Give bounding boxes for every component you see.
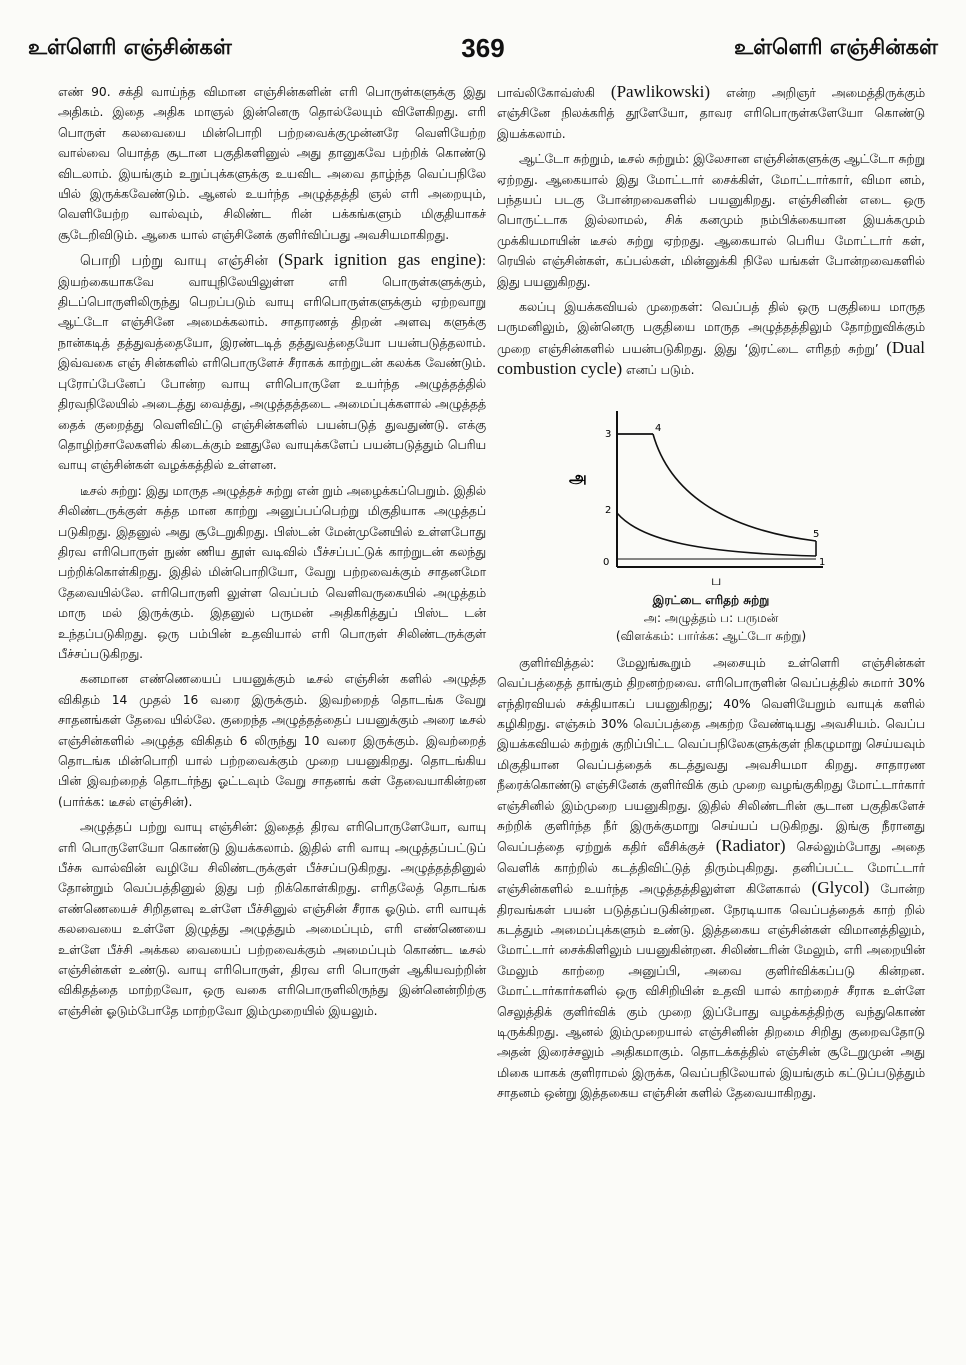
caption-reference: (விளக்கம்: பார்க்க: ஆட்டோ சுற்று) bbox=[615, 628, 807, 643]
point-label: 2 bbox=[605, 504, 612, 516]
point-label: 3 bbox=[605, 428, 612, 440]
caption-title: இரட்டை எரிதற் சுற்று bbox=[652, 592, 770, 607]
latin-term: (Radiator) bbox=[715, 836, 786, 856]
paragraph-body: : இயற்கையாகவே வாயுநிலேயிலுள்ள எரி பொருள்களுக்கும், திடப்பொருளிலிருந்து பெறப்படும் வாயு எரிபொருள்களுக்கும் ஏற்றவாறு ஆட்டோ எஞ்சினே அமைக்கலாம். சாதாரணத் திறன் அளவு களுக்கு நான்கடித் தத்துவத்தையோ, இரண்டடித் தத்துவத்தையோ பயன்படுத்தலாம். இவ்வகை எஞ் சின்களில் எரிபொருளேச் சீராகக் காற்றுடன் கலக்க வேண்டும். புரோப்பேனேப் போன்ற வாயு எரிபொருளே உயர்ந்த அழுத்தத்தில் திரவநிலேயில் அடைத்து வைத்து, அழுத்தத்தடை அமைப்புக்களால் அழுத்தத் தைக் குறைத்து வெளிவிட்டு எஞ்சின்களில் பயன்படுத் துவதுண்டு. எக்கு தொழிற்சாலேகளில் கிடைக்கும் ஊதுலே வாயுக்களேப் பயன்படுத்தும் பெரிய வாயு எஞ்சின்கள் வழக்கத்தில் உள்ளன. bbox=[58, 254, 486, 473]
pv-diagram bbox=[561, 401, 861, 591]
text-run: என்ற அறிஞர் அமைத்திருக்கும் எஞ்சினே நிலக்கரித் தூளேயோ, தாவர எரிபொருள்களேயோ கொண்டு இயக்கலாம். bbox=[497, 86, 925, 141]
point-label: 0 bbox=[603, 556, 610, 568]
latin-term: (Glycol) bbox=[811, 878, 870, 898]
text-run: போன்ற திரவங்கள் பயன் படுத்தப்படுகின்றன. நேரடியாக வெப்பத்தைக் காற் றில் கடத்தும் அமைப்புக்களும் உண்டு. இத்தகைய எஞ்சின்கள் விமானத்திலும், மோட்டார் சைக்கிளிலும் பயனுகின்றன. சிலிண்டரின் மேலும், எரி அறையின் மேலும் காற்றை அனுப்பி, அவை குளிர்விக்கப்படு கின்றன. மோட்டார்கார்களில் ஒரு விசிறியின் உதவி யால் காற்றைச் சீராக உள்ளே செலுத்திக் குளிர்விக் கும் முறை இப்போது வழக்கத்திற்கு வந்துகொண் டிருக்கிறது. ஆனல் இம்முறையால் எஞ்சினின் திறமை சிறிது குறைவதோடு அதன் இரைச்சலும் அதிகமாகும். தொடக்கத்தில் எஞ்சின் சூடேறுமுன் அது மிகை யாகக் குளிராமல் இருக்க, வெப்பநிலேயால் இயங்கும் கட்டுப்படுத்தும் சாதனம் ஒன்று இத்தகைய எஞ்சின் களில் தேவையாகிறது. bbox=[497, 882, 925, 1101]
paragraph-spark-ignition bbox=[58, 250, 486, 475]
page-header bbox=[28, 30, 938, 66]
paragraph-otto-diesel: ஆட்டோ சுற்றும், டீசல் சுற்றும்: இலேசான எஞ்சின்களுக்கு ஆட்டோ சுற்று ஏற்றது. ஆகையால் இது மோட்டார் சைக்கிள், மோட்டார்கார், விமா னம், பந்தயப் படகு போன்றவைகளில் பயனுகிறது. எஞ்சினின் எடை ஒரு பொருட்டாக இல்லாமல், சிக் கனமும் நம்பிக்கையான இயக்கமும் முக்கியமாயின் டீசல் சுற்று ஏற்றது. ஆகையால் பெரிய மோட்டார் கள், ரெயில் எஞ்சின்கள், கப்பல்கள், மின்னுக்கி நிலே யங்கள் போன்றவைகளில் இது பயனுகிறது. bbox=[497, 152, 925, 289]
paragraph: கனமான எண்ணெயைப் பயனுக்கும் டீசல் எஞ்சின் களில் அழுத்த விகிதம் 14 முதல் 16 வரை இருக்கும். இவற்றைத் தொடங்க வேறு சாதனங்கள் தேவை யில்லே. குறைந்த அழுத்தத்தைப் பயனுக்கும் அரை டீசல் எஞ்சின்களில் அழுத்த விகிதம் 6 லிருந்து 10 வரை இருக்கும். இவற்றைத் தொடங்க மின்பொறி யால் பற்றவைக்கும் முறை பயனுகிறது. தொடங்கிய பின் இவற்றைத் தொடர்ந்து ஓட்டவும் வேறு சாதனங் கள் தேவையாகின்றன (பார்க்க: டீசல் எஞ்சின்). bbox=[58, 672, 486, 809]
paragraph-diesel-cycle: டீசல் சுற்று: இது மாருத அழுத்தச் சுற்று என் றும் அழைக்கப்பெறும். இதில் சிலிண்டருக்குள் சுத்த மான காற்று அனுப்பப்பெற்று மிகுதியாக அழுத்தப் படுகிறது. இதனுல் அது சூடேறுகிறது. பிஸ்டன் மேன்முனேயில் உள்ளபோது திரவ எரிபொருள் நுண் ணிய தூள் வடிவில் பீச்சப்பட்டுக் காற்றுடன் கலந்து பற்றிக்கொள்கிறது. இதில் மின்பொறியோ, வேறு பற்றவைக்கும் சாதனமோ தேவையில்லே. எரிபொருளி லுள்ள வெப்பம் வெளிவருகையில் அழுத்தம் மாரு மல் இருக்கும். இதனுல் பருமன் அதிகரித்துப் பிஸ்ட டன் உந்தப்படுகிறது. ஒரு பம்பின் உதவியால் எரி பொருள் சிலிண்டருக்குள் பீச்சப்படுகிறது. bbox=[58, 483, 486, 661]
text-run: செல்லும்போது அதை வெளிக் காற்றில் கடத்திவிட்டுத் திரும்புகிறது. தனிப்பட்ட மோட்டார் எஞ்சின்களில் உயர்ந்த அழுத்தத்திலுள்ள கிளேகால் bbox=[497, 840, 925, 897]
point-label: 5 bbox=[813, 528, 820, 540]
text-run: எனப் படும். bbox=[626, 363, 695, 378]
paragraph-dual-cycle bbox=[497, 297, 925, 381]
caption-legend: அ: அழுத்தம் ப: பருமன் bbox=[643, 610, 779, 625]
text-run: குளிர்வித்தல்: மேலுங்கூறும் அசையும் உள்ளெரி எஞ்சின்கள் வெப்பத்தைத் தாங்கும் திறனற்றவை. எரிபொருளின் வெப்பத்தில் சுமார் 30% எந்திரவியல் சக்தியாகப் பயனுகிறது; 40% வெளியேறும் வாயுக் களில் கழிகிறது. எஞ்சும் 30% வெப்பத்தை அகற்ற வேண்டியது அவசியம். வெப்ப இயக்கவியல் சுற்றுக் குறிப்பிட்ட வெப்பநிலேகளுக்குள் நிகழுமாறு செய்யவும் மிகுதியான வெப்பத்தைக் கடத்துவது அவசியமா கிறது. சாதாரண நீரைக்கொண்டு எஞ்சினேக் குளிர்விக் கும் முறை வழங்குகிறது மோட்டார்கார் எஞ்சினில் இம்முறை பயனுகிறது. இதில் சிலிண்டரின் சூடான பகுதிகளேச் சுற்றிக் குளிர்ந்த நீர் இருக்குமாறு செய்யப் படுகிறது. இங்கு நீரானது வெப்பத்தை ஏற்றுக் கதிர் வீசிக்குச் bbox=[497, 655, 925, 855]
expansion-curve bbox=[653, 434, 816, 541]
point-label: 4 bbox=[655, 422, 662, 434]
y-axis-label: அ bbox=[569, 467, 587, 487]
running-head-right: உள்ளெரி எஞ்சின்கள் bbox=[734, 34, 938, 59]
point-label: 1 bbox=[819, 556, 826, 568]
text-run: கலப்பு இயக்கவியல் முறைகள்: வெப்பத் தில் ஒரு பகுதியை மாருத பருமனிலும், இன்னெரு பகுதியை மாருத அழுத்தத்திலும் தோற்றுவிக்கும் முறை எஞ்சின்களில் பயன்படுகிறது. இது ‘இரட்டை எரிதற் சுற்று’ bbox=[497, 300, 925, 356]
paragraph bbox=[497, 82, 925, 144]
running-head-left: உள்ளெரி எஞ்சின்கள் bbox=[28, 34, 232, 59]
section-heading: பொறி பற்று வாயு எஞ்சின் bbox=[80, 253, 268, 270]
page-number: 369 bbox=[461, 32, 505, 63]
latin-term: (Spark ignition gas engine) bbox=[278, 250, 482, 270]
latin-term: (Pawlikowski) bbox=[610, 82, 711, 101]
paragraph: எண் 90. சக்தி வாய்ந்த விமான எஞ்சின்களின் எரி பொருள்களுக்கு இது அதிகம். இதை அதிக மாஞல் இன்னெரு தொல்லேயும் விளேகிறது. எரி பொருள் கலவையை மின்பொறி பற்றவைக்குமுன்னரே வெளியேற்ற வால்வை யொத்த சூடான பகுதிகளினுல் அது தானுகவே பற்றிக் கொண்டு விடலாம். இயங்கும் உறுப்புக்களுக்கு உயவிட அவை தாழ்ந்த வெப்பநிலே யில் இருக்கவேண்டும். ஆனல் உயர்ந்த அழுத்தத்தி ஞல் எரி அறையும், வெளியேற்ற வால்வும், சிலிண்ட ரின் பக்கங்களும் மிகுதியாகச் சூடேறிவிடும். ஆகை யால் எஞ்சினேக் குளிர்விப்பது அவசியமாகிறது. bbox=[58, 85, 486, 242]
dual-cycle-figure bbox=[497, 401, 925, 645]
x-axis-label: ப bbox=[711, 572, 722, 589]
figure-caption bbox=[497, 591, 925, 645]
left-column bbox=[58, 82, 486, 1026]
latin-term: (Dual combustion cycle) bbox=[497, 337, 925, 379]
paragraph-cooling bbox=[497, 653, 925, 1104]
compression-curve bbox=[617, 513, 816, 556]
text-run: பாவ்லிகோவ்ஸ்கி bbox=[497, 86, 595, 100]
paragraph-compression-ignition: அழுத்தப் பற்று வாயு எஞ்சின்: இதைத் திரவ எரிபொருளேயோ, வாயு எரி பொருளேயோ கொண்டு இயக்கலாம். இதில் எரி வாயு அழுத்தப்பட்டுப் பீச்சு வால்வின் வழியே சிலிண்டருக்குள் பீச்சப்படுகிறது. அழுத்தத்தினுல் தோன்றும் வெப்பத்தினுல் இது பற் றிக்கொள்கிறது. எரிதலேத் தொடங்க எண்ணெயைச் சிறிதளவு உள்ளே பீச்சினுல் எஞ்சின் சீராக ஓடும். எரி வாயுக் கலவையை உள்ளே இழுத்து அழுத்தும் அமைப்பும், எரி எண்ணெயை உள்ளே பீச்சி அக்கல வையைப் பற்றவைக்கும் அமைப்பும் கொண்ட டீசல் எஞ்சின்கள் உண்டு. வாயு எரிபொருள், திரவ எரி பொருள் ஆகியவற்றின் விகிதத்தை மாற்றவோ, ஒரு வகை எரிபொருளிலிருந்து இன்னென்றிற்கு எஞ்சின் ஓடும்போதே மாற்றவோ இம்முறையில் இயலும். bbox=[58, 820, 486, 1018]
right-column bbox=[497, 82, 925, 1109]
